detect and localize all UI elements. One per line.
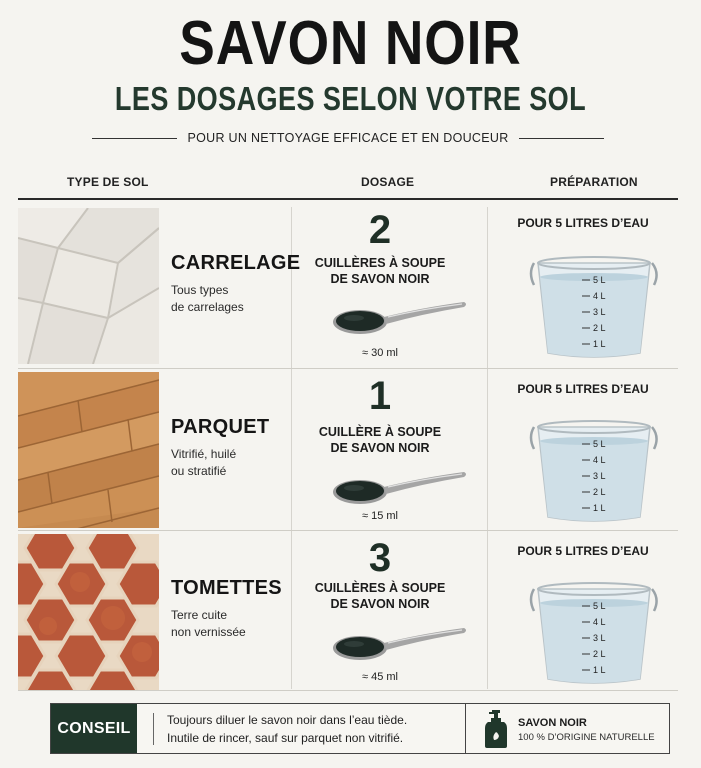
floor-description [171,607,296,641]
dose-number: 3 [368,536,392,580]
dose-unit [290,255,470,287]
floor-description-line-1: Vitrifié, huilé [171,447,237,461]
dose-unit-line-1: CUILLÈRES À SOUPE [314,581,446,595]
scale-label-4l: 4 L [593,455,606,465]
dose-volume: ≈ 15 ml [362,510,398,522]
column-header-preparation: PRÉPARATION [550,175,638,189]
scale-label-2l: 2 L [593,323,606,333]
soap-bottle-icon [483,710,509,748]
floor-description-line-1: Tous types [171,283,229,297]
tip-line-1: Toujours diluer le savon noir dans l’eau tiède. [167,713,408,727]
spoon-icon [330,470,470,506]
row-divider-1 [18,368,678,369]
tip-box [50,703,670,754]
scale-label-4l: 4 L [593,291,606,301]
floor-description [171,282,296,316]
scale-label-3l: 3 L [593,471,606,481]
floor-name: TOMETTES [171,577,282,599]
spoon-icon [330,626,470,662]
dose-unit-line-2: DE SAVON NOIR [330,441,430,455]
floor-description-line-2: non vernissée [171,625,246,639]
floor-description-line-2: de carrelages [171,300,244,314]
scale-label-5l: 5 L [593,601,606,611]
tip-text [167,711,407,747]
tagline-rule-left [92,138,177,139]
water-bucket-icon [528,405,660,525]
scale-label-3l: 3 L [593,307,606,317]
brand-name: SAVON NOIR [518,717,587,729]
floor-row-carrelage [18,208,678,368]
scale-label-4l: 4 L [593,617,606,627]
tip-divider [153,713,154,745]
scale-label-2l: 2 L [593,487,606,497]
tile-floor-image [18,208,159,364]
page-title: SAVON NOIR [179,9,522,78]
tip-line-2: Inutile de rincer, sauf sur parquet non vitrifié. [167,731,404,745]
brand-tagline: 100 % D’ORIGINE NATURELLE [518,732,655,743]
dose-number: 2 [368,208,392,252]
page-subtitle: LES DOSAGES SELON VOTRE SOL [114,80,587,117]
terracotta-floor-image [18,534,159,690]
tagline [92,130,604,146]
scale-label-2l: 2 L [593,649,606,659]
dose-unit-line-1: CUILLÈRES À SOUPE [314,256,446,270]
column-header-type: TYPE DE SOL [67,175,149,189]
column-header-dosage: DOSAGE [361,175,415,189]
tagline-text: POUR UN NETTOYAGE EFFICACE ET EN DOUCEUR [187,131,509,145]
scale-label-1l: 1 L [593,665,606,675]
floor-description [171,446,296,480]
scale-label-5l: 5 L [593,439,606,449]
dose-unit-line-2: DE SAVON NOIR [330,272,430,286]
brand-divider [465,704,466,753]
floor-name: CARRELAGE [171,252,301,274]
floor-row-tomettes [18,534,678,694]
floor-name: PARQUET [171,416,270,438]
dose-volume: ≈ 30 ml [362,347,398,359]
tagline-rule-right [519,138,604,139]
dose-unit-line-1: CUILLÈRE À SOUPE [318,425,442,439]
spoon-icon [330,300,470,336]
floor-description-line-1: Terre cuite [171,608,228,622]
water-bucket-icon [528,241,660,361]
scale-label-1l: 1 L [593,503,606,513]
tip-label: CONSEIL [51,704,137,753]
preparation-label: POUR 5 LITRES D’EAU [517,382,649,396]
header-rule [18,198,678,200]
scale-label-1l: 1 L [593,339,606,349]
dose-number: 1 [368,374,392,418]
dose-unit [290,580,470,612]
dose-unit-line-2: DE SAVON NOIR [330,597,430,611]
parquet-floor-image [18,372,159,528]
preparation-label: POUR 5 LITRES D’EAU [517,544,649,558]
floor-row-parquet [18,372,678,532]
dose-unit [290,424,470,456]
water-bucket-icon [528,567,660,687]
dose-volume: ≈ 45 ml [362,671,398,683]
preparation-label: POUR 5 LITRES D’EAU [517,216,649,230]
scale-label-3l: 3 L [593,633,606,643]
floor-description-line-2: ou stratifié [171,464,227,478]
scale-label-5l: 5 L [593,275,606,285]
